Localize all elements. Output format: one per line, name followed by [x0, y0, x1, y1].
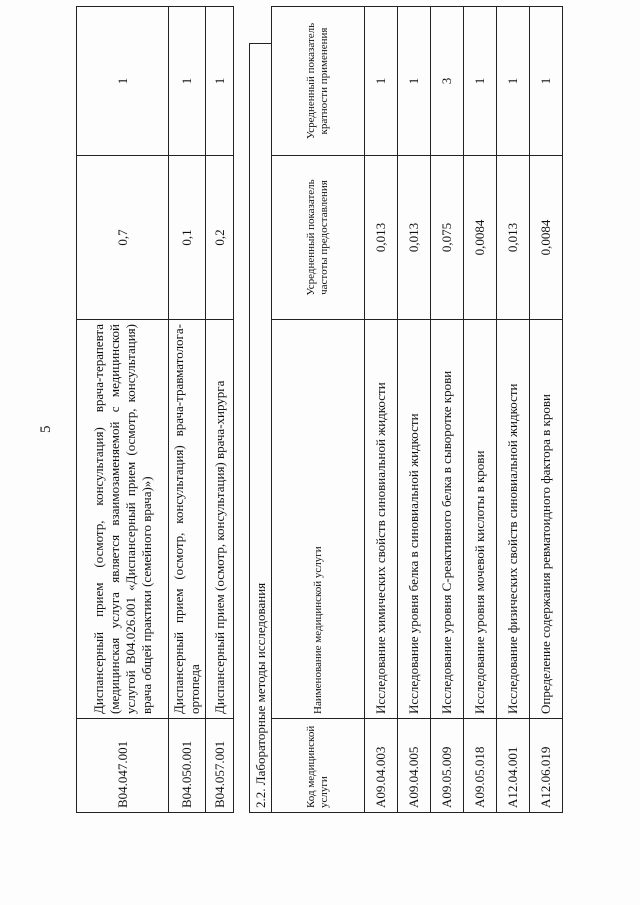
header-code: Код медицинской услуги — [272, 719, 365, 813]
table-row — [169, 7, 206, 813]
service-name: Исследование уровня мочевой кислоты в крови — [464, 320, 497, 719]
service-code: B04.050.001 — [169, 719, 206, 813]
service-code: A09.05.018 — [464, 719, 497, 813]
header-frequency: Усредненный показатель частоты предоставления — [272, 156, 365, 320]
frequency-value: 0,2 — [206, 156, 234, 320]
table-row — [497, 7, 530, 813]
header-name: Наименование медицинской услуги — [272, 320, 365, 719]
multiplicity-value: 1 — [365, 7, 398, 156]
table-row — [77, 7, 169, 813]
frequency-value: 0,0084 — [530, 156, 563, 320]
frequency-value: 0,013 — [398, 156, 431, 320]
table-row — [365, 7, 398, 813]
service-code: A09.04.003 — [365, 719, 398, 813]
service-code: B04.047.001 — [77, 719, 169, 813]
multiplicity-value: 1 — [169, 7, 206, 156]
service-code: A09.05.009 — [431, 719, 464, 813]
frequency-value: 0,013 — [497, 156, 530, 320]
multiplicity-value: 1 — [398, 7, 431, 156]
service-name: Диспансерный прием (осмотр, консультация) врача-хирурга — [206, 320, 234, 719]
frequency-value: 0,1 — [169, 156, 206, 320]
table-header-row — [272, 7, 365, 813]
multiplicity-value: 1 — [530, 7, 563, 156]
service-code: A12.06.019 — [530, 719, 563, 813]
service-name: Определение содержания ревматоидного фактора в крови — [530, 320, 563, 719]
frequency-value: 0,0084 — [464, 156, 497, 320]
frequency-value: 0,013 — [365, 156, 398, 320]
header-multiplicity: Усредненный показатель кратности применения — [272, 7, 365, 156]
multiplicity-value: 1 — [497, 7, 530, 156]
table-row — [398, 7, 431, 813]
service-code: A09.04.005 — [398, 719, 431, 813]
multiplicity-value: 1 — [206, 7, 234, 156]
table-row — [464, 7, 497, 813]
frequency-value: 0,7 — [77, 156, 169, 320]
section-title: 2.2. Лабораторные методы исследования — [249, 43, 271, 813]
table-row — [206, 7, 234, 813]
service-name: Исследование уровня белка в синовиальной жидкости — [398, 320, 431, 719]
rotated-content — [76, 22, 566, 813]
frequency-value: 0,075 — [431, 156, 464, 320]
table-row — [530, 7, 563, 813]
service-code: A12.04.001 — [497, 719, 530, 813]
lab-methods-table — [271, 6, 563, 813]
service-name: Диспансерный прием (осмотр, консультация) врача-травматолога-ортопеда — [169, 320, 206, 719]
multiplicity-value: 1 — [77, 7, 169, 156]
multiplicity-value: 1 — [464, 7, 497, 156]
page-number: 5 — [38, 425, 54, 433]
service-name: Диспансерный прием (осмотр, консультация) врача-терапевта (медицинская услуга является взаимозаменяемой с медицинской услугой B04.026.001 «Диспансерный прием (осмотр, консультация) врача общей практики (семейного врача)») — [77, 320, 169, 719]
table-row — [431, 7, 464, 813]
multiplicity-value: 3 — [431, 7, 464, 156]
service-code: B04.057.001 — [206, 719, 234, 813]
service-name: Исследование химических свойств синовиальной жидкости — [365, 320, 398, 719]
service-name: Исследование физических свойств синовиальной жидкости — [497, 320, 530, 719]
service-name: Исследование уровня C-реактивного белка в сыворотке крови — [431, 320, 464, 719]
consultation-table — [76, 6, 234, 813]
